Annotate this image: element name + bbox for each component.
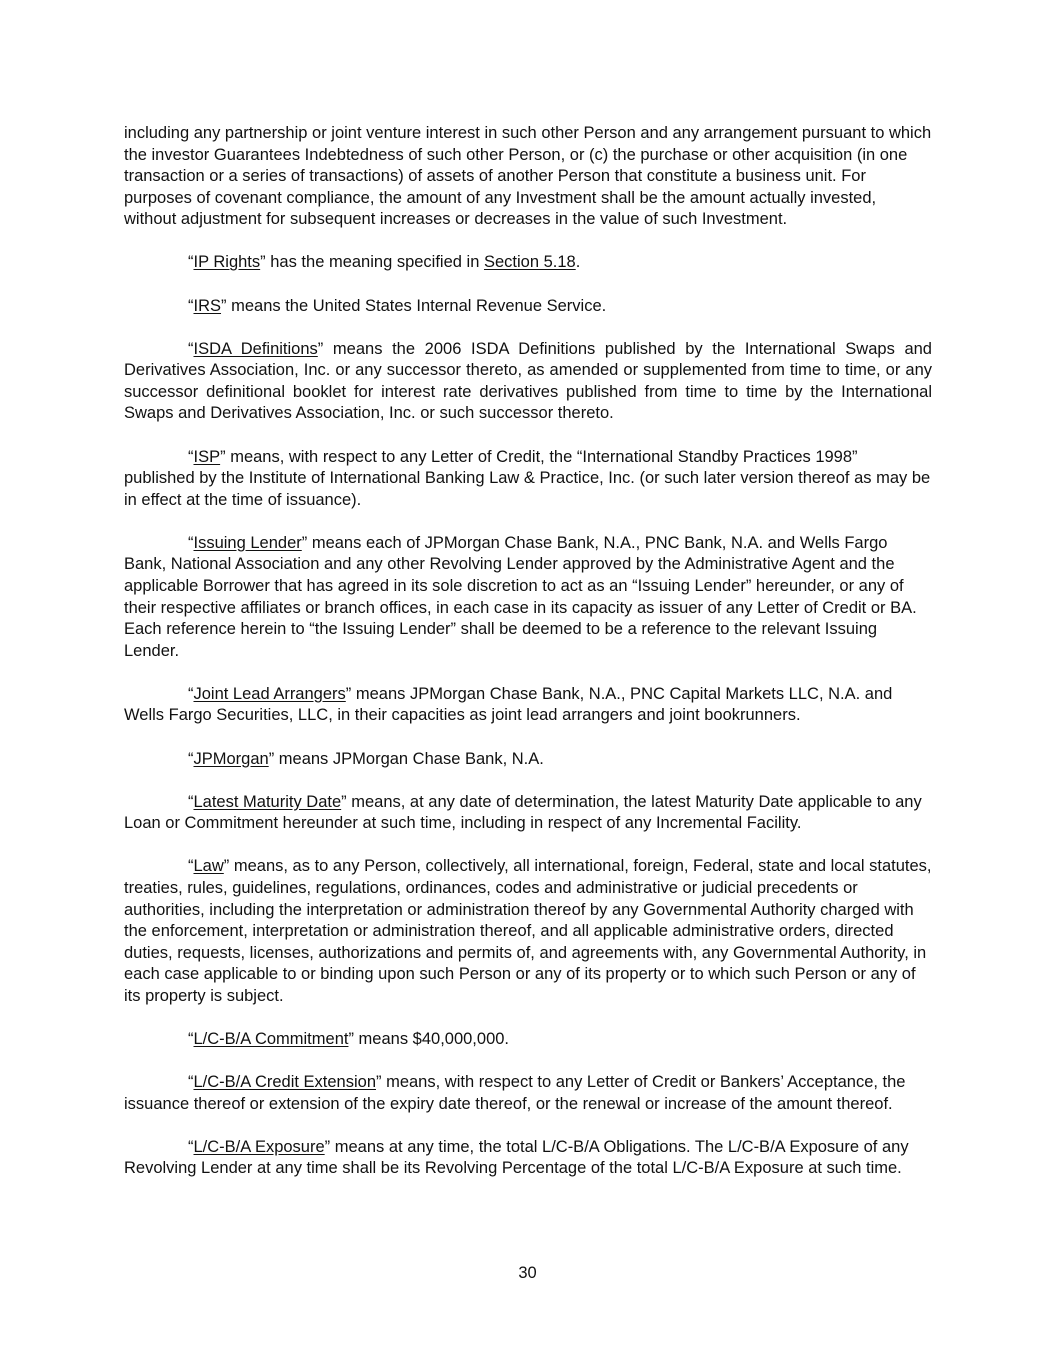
definition-lc-ba-credit-extension: “L/C-B/A Credit Extension” means, with respect to any Letter of Credit or Bankers’ Acceptance, the issuance thereof or extension of the expiry date thereof, or the renewal or increase of the amount thereof.: [124, 1073, 906, 1113]
defined-term: Latest Maturity Date: [193, 792, 342, 811]
definition-text: means each of JPMorgan Chase Bank, N.A., PNC Bank, N.A. and Wells Fargo Bank, National Association and any other Revolving Lender approved by the Administrative Agent and the applicable Borrower that has agreed in its sole discretion to act as an “Issuing Lender” hereunder, or any of their respective affiliates or branch offices, in each case in its capacity as issuer of any Letter of Credit or BA. Each reference herein to “the Issuing Lender” shall be deemed to be a reference to the relevant Issuing Lender.: [124, 533, 917, 660]
section-reference: Section 5.18: [483, 253, 576, 272]
defined-term: L/C-B/A Commitment: [193, 1030, 349, 1048]
defined-term: IP Rights: [193, 253, 261, 272]
definition-text: means at any time, the total L/C-B/A Obligations. The L/C-B/A Exposure of any Revolving Lender at any time shall be its Revolving Percentage of the total L/C-B/A Exposure at such time.: [124, 1137, 909, 1178]
defined-term: ISDA Definitions: [193, 339, 318, 358]
definition-law: “Law” means, as to any Person, collectively, all international, foreign, Federal, state and local statutes, treaties, rules, guidelines, regulations, ordinances, codes and administrative or judicial precedents or authorities, including the interpretation or administration thereof by any Governmental Authority charged with the enforcement, interpretation or administration thereof, and all applicable administrative orders, directed duties, requests, licenses, authorizations and permits of, and agreements with, any Governmental Authority, in each case applicable to or binding upon such Person or any of its property or to which such Person or any of its property is subject.: [124, 857, 932, 1005]
definition-issuing-lender: “Issuing Lender” means each of JPMorgan Chase Bank, N.A., PNC Bank, N.A. and Wells Fargo Bank, National Association and any other Revolving Lender approved by the Administrative Agent and the applicable Borrower that has agreed in its sole discretion to act as an “Issuing Lender” hereunder, or any of their respective affiliates or branch offices, in each case in its capacity as issuer of any Letter of Credit or BA. Each reference herein to “the Issuing Lender” shall be deemed to be a reference to the relevant Issuing Lender.: [124, 533, 917, 660]
definition-jpmorgan: “JPMorgan” means JPMorgan Chase Bank, N.A.: [188, 749, 544, 768]
definition-text: means $40,000,000.: [353, 1030, 510, 1048]
definition-lc-ba-commitment: “L/C-B/A Commitment” means $40,000,000.: [188, 1030, 510, 1048]
definition-irs: “IRS” means the United States Internal Revenue Service.: [188, 296, 607, 315]
defined-term: ISP: [193, 447, 221, 466]
defined-term: L/C-B/A Credit Extension: [193, 1073, 376, 1092]
defined-term: Issuing Lender: [193, 533, 302, 552]
defined-term: L/C-B/A Exposure: [193, 1137, 325, 1156]
defined-term: IRS: [193, 296, 222, 315]
definition-joint-lead-arrangers: “Joint Lead Arrangers” means JPMorgan Chase Bank, N.A., PNC Capital Markets LLC, N.A. and Wells Fargo Securities, LLC, in their capacities as joint lead arrangers and joint bookrunners.: [124, 684, 893, 725]
definition-isp: “ISP” means, with respect to any Letter of Credit, the “International Standby Practices 1998” published by the Institute of International Banking Law & Practice, Inc. (or such later version thereof as may be in effect at the time of issuance).: [124, 447, 931, 509]
definition-text: means JPMorgan Chase Bank, N.A., PNC Capital Markets LLC, N.A. and Wells Fargo Securities, LLC, in their capacities as joint lead arrangers and joint bookrunners.: [124, 684, 893, 725]
definition-text: means, with respect to any Letter of Credit, the “International Standby Practices 1998” published by the Institute of International Banking Law & Practice, Inc. (or such later version thereof as may be in effect at the time of issuance).: [124, 447, 931, 509]
definition-ip-rights: “IP Rights” has the meaning specified in Section 5.18.: [188, 253, 581, 272]
definition-text: means the United States Internal Revenue Service.: [226, 296, 607, 315]
definition-lc-ba-exposure: “L/C-B/A Exposure” means at any time, the total L/C-B/A Obligations. The L/C-B/A Exposure of any Revolving Lender at any time shall be its Revolving Percentage of the total L/C-B/A Exposure at such time.: [124, 1137, 909, 1178]
definition-text: has the meaning specified in: [265, 253, 484, 272]
definition-text: means JPMorgan Chase Bank, N.A.: [274, 749, 544, 768]
definition-text: means, as to any Person, collectively, all international, foreign, Federal, state and local statutes, treaties, rules, guidelines, regulations, ordinances, codes and administrative or judicial precedents or authorities, including the interpretation or administration thereof by any Governmental Authority charged with the enforcement, interpretation or administration thereof, and all applicable administrative orders, directed duties, requests, licenses, authorizations and permits of, and agreements with, any Governmental Authority, in each case applicable to or binding upon such Person or any of its property or to which such Person or any of its property is subject.: [124, 857, 932, 1005]
page-number: 30: [518, 1264, 537, 1282]
defined-term: Joint Lead Arrangers: [193, 684, 346, 703]
definition-text: means, with respect to any Letter of Credit or Bankers’ Acceptance, the issuance thereof or extension of the expiry date thereof, or the renewal or increase of the amount thereof.: [124, 1073, 906, 1113]
defined-term: JPMorgan: [193, 749, 269, 768]
definition-isda-definitions: “ISDA Definitions” means the 2006 ISDA Definitions published by the International Swaps and Derivatives Association, Inc. or any successor thereto, as amended or supplemented from time to time, or any successor definitional booklet for interest rate derivatives published from time to time by the International Swaps and Derivatives Association, Inc. or such successor thereto.: [124, 339, 932, 423]
definition-text: means, at any date of determination, the latest Maturity Date applicable to any Loan or Commitment hereunder at such time, including in respect of any Incremental Facility.: [124, 792, 922, 833]
defined-term: Law: [193, 857, 224, 876]
paragraph-investment-continuation: [124, 123, 932, 231]
document-page: [124, 123, 932, 1201]
definition-latest-maturity-date: “Latest Maturity Date” means, at any date of determination, the latest Maturity Date applicable to any Loan or Commitment hereunder at such time, including in respect of any Incremental Facility.: [124, 792, 922, 833]
definition-text: means the 2006 ISDA Definitions published by the International Swaps and Derivatives Association, Inc. or any successor thereto, as amended or supplemented from time to time, or any successor definitional booklet for interest rate derivatives published from time to time by the International Swaps and Derivatives Association, Inc. or such successor thereto.: [124, 339, 932, 423]
paragraph-text: including any partnership or joint venture interest in such other Person and any arrangement pursuant to which the investor Guarantees Indebtedness of such other Person, or (c) the purchase or other acquisition (in one transaction or a series of transactions) of assets of another Person that constitute a business unit. For purposes of covenant compliance, the amount of any Investment shall be the amount actually invested, without adjustment for subsequent increases or decreases in the value of such Investment.: [124, 124, 932, 229]
